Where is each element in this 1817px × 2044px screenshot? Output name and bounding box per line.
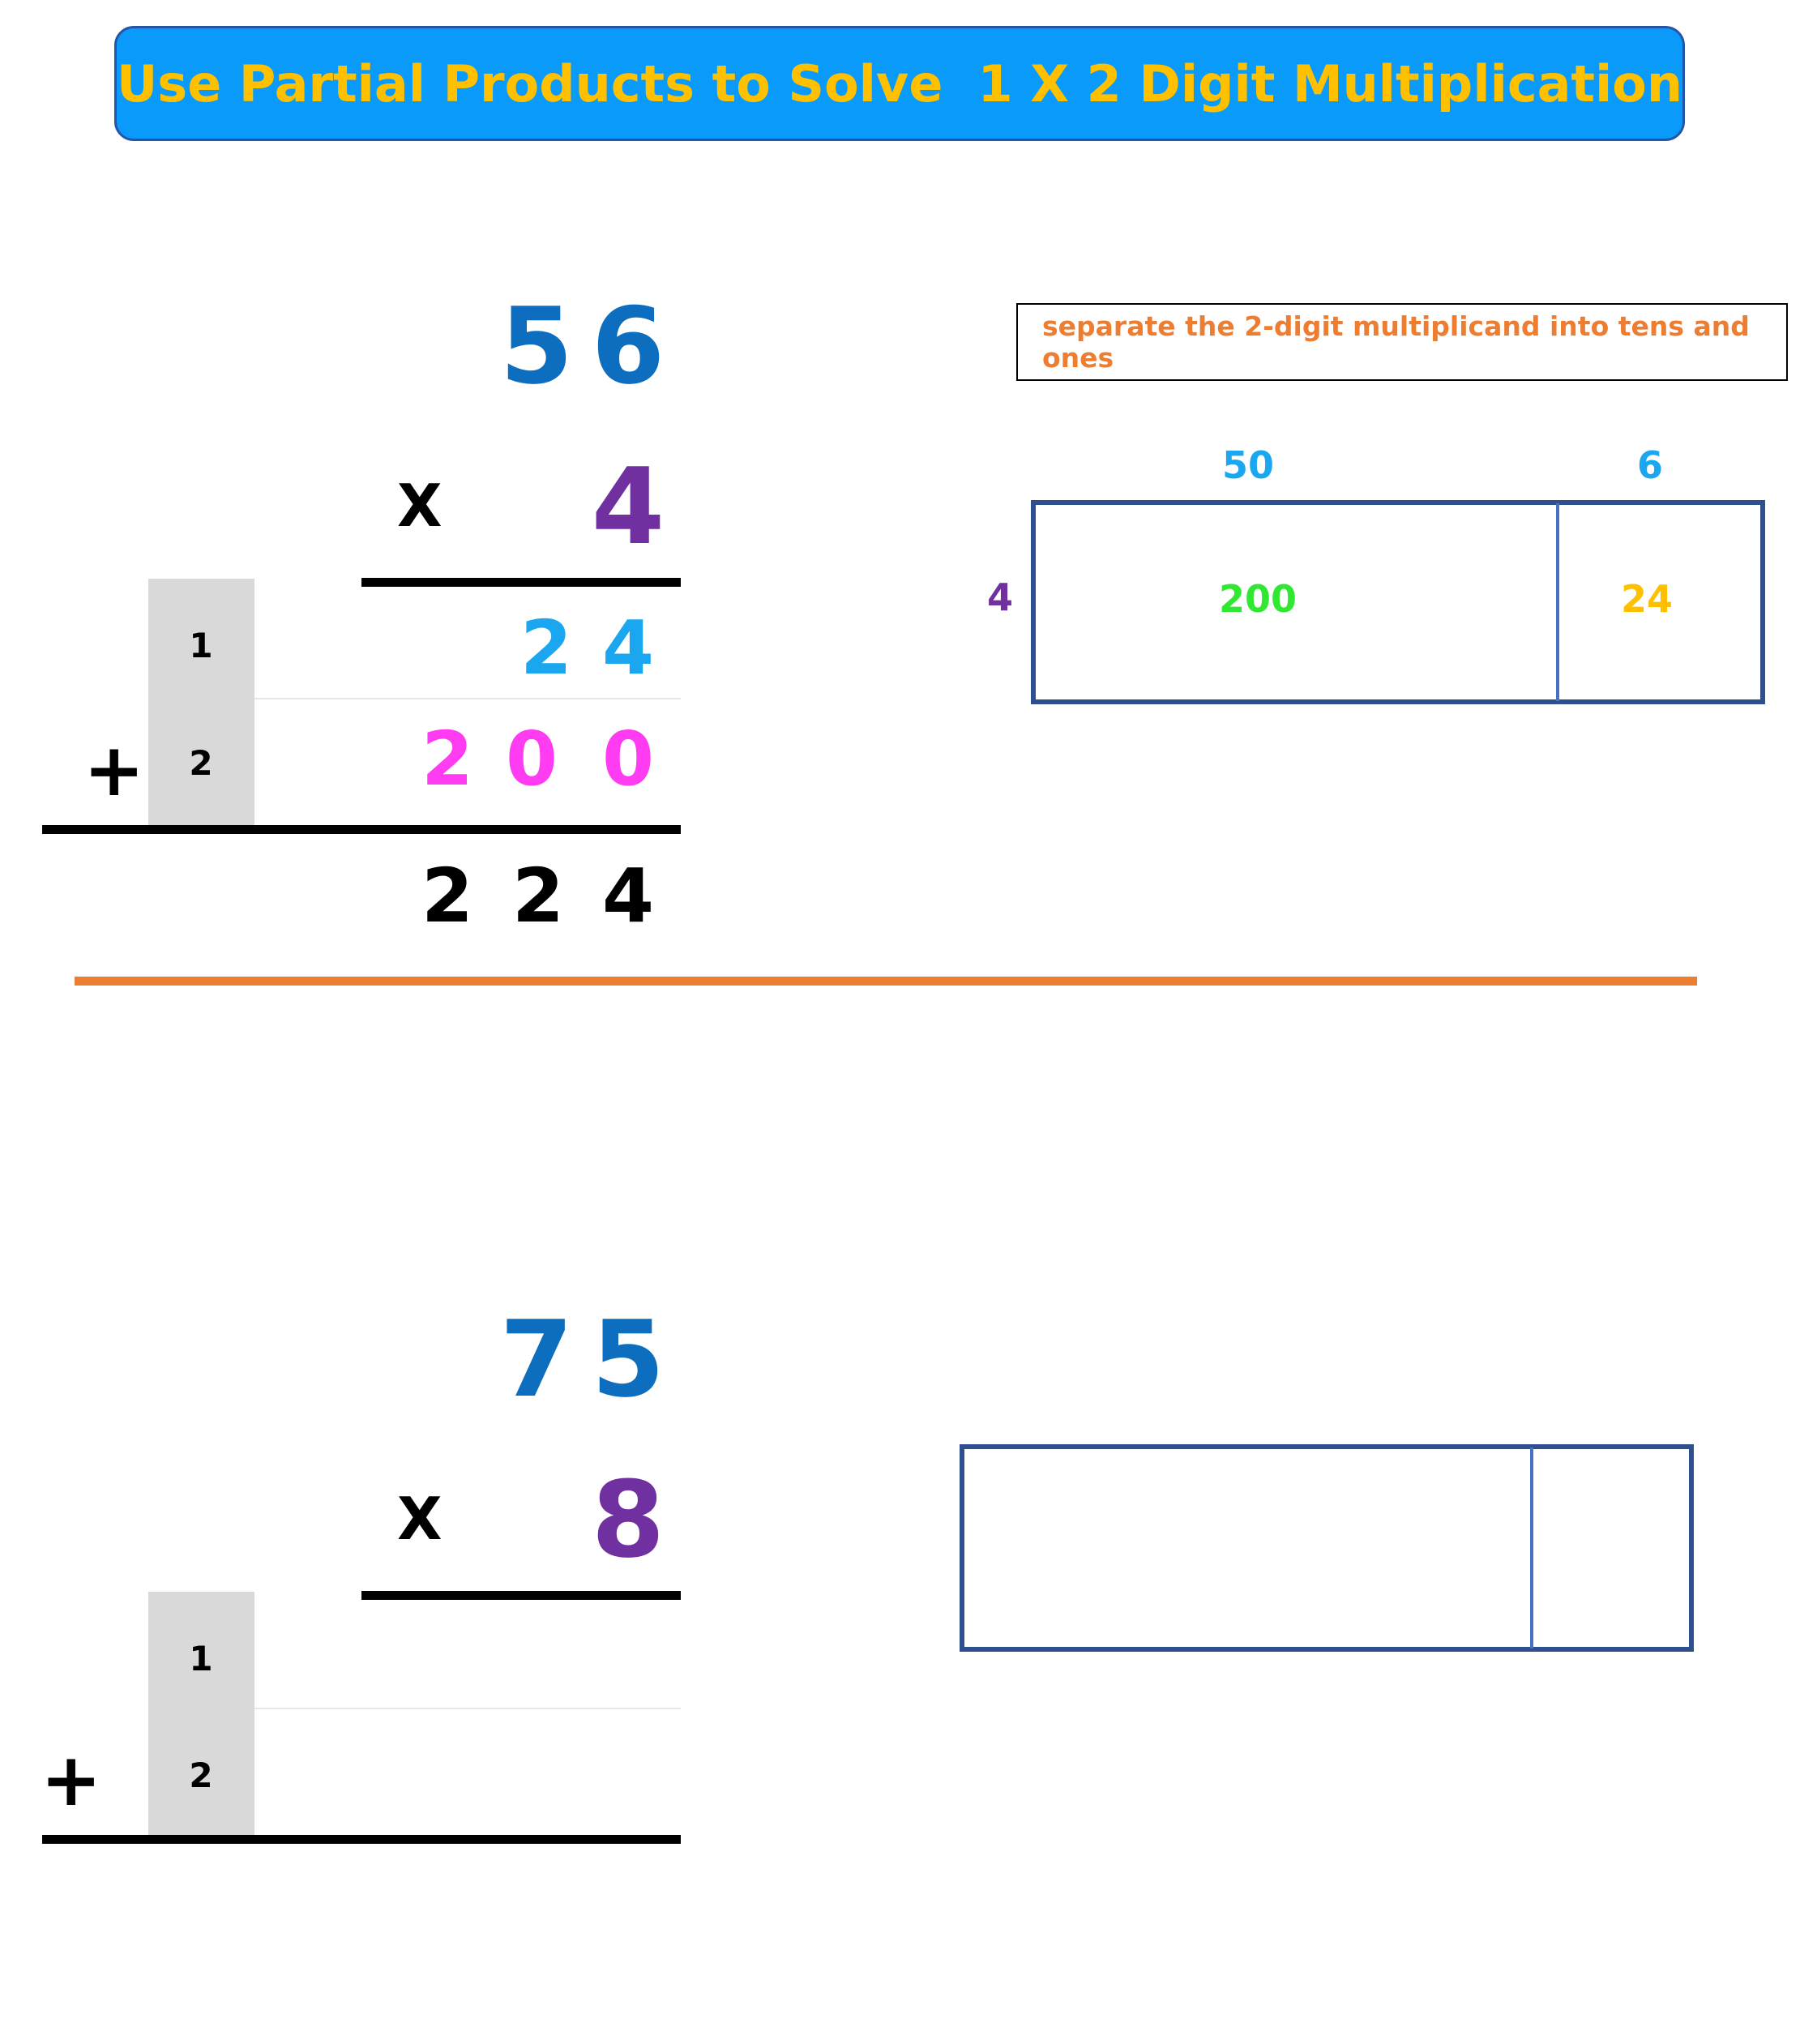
area-multiplier-label: 4 bbox=[987, 575, 1014, 619]
carry-label-1: 1 bbox=[189, 626, 213, 665]
area-tens-label: 50 bbox=[1222, 443, 1275, 487]
area-tens-product: 200 bbox=[1219, 577, 1298, 621]
times-sign: X bbox=[397, 1485, 442, 1553]
area-rectangle bbox=[960, 1444, 1694, 1652]
carry-label-1: 1 bbox=[189, 1639, 213, 1678]
carry-label-2: 2 bbox=[189, 743, 213, 783]
sum-rule bbox=[42, 825, 681, 834]
multiplicand-tens-digit: 7 bbox=[499, 1298, 574, 1421]
row-separator bbox=[254, 698, 681, 699]
multiplication-rule bbox=[361, 1591, 681, 1600]
multiplication-rule bbox=[361, 578, 681, 587]
carry-column bbox=[148, 1592, 254, 1838]
partial-product-2-hundreds: 2 bbox=[421, 716, 473, 802]
carry-label-2: 2 bbox=[189, 1755, 213, 1795]
sum-ones: 4 bbox=[601, 853, 654, 939]
area-ones-product: 24 bbox=[1621, 577, 1674, 621]
partial-product-1-tens: 2 bbox=[519, 605, 572, 691]
plus-sign: + bbox=[83, 728, 145, 813]
multiplicand-tens-digit: 5 bbox=[499, 284, 574, 408]
plus-sign: + bbox=[41, 1738, 102, 1823]
area-ones-label: 6 bbox=[1637, 443, 1664, 487]
multiplicand-ones-digit: 6 bbox=[591, 284, 665, 408]
multiplicand-ones-digit: 5 bbox=[591, 1298, 665, 1421]
partial-product-2-tens: 0 bbox=[505, 716, 558, 802]
partial-product-2-ones: 0 bbox=[601, 716, 654, 802]
title-banner bbox=[114, 26, 1685, 141]
area-split-line bbox=[1530, 1447, 1533, 1648]
partial-product-1-ones: 4 bbox=[601, 605, 654, 691]
multiplier-digit: 8 bbox=[591, 1458, 665, 1581]
row-separator bbox=[254, 1708, 681, 1709]
section-divider bbox=[75, 977, 1697, 986]
multiplier-digit: 4 bbox=[591, 445, 665, 568]
area-split-line bbox=[1556, 503, 1559, 701]
sum-tens: 2 bbox=[511, 853, 564, 939]
sum-rule bbox=[42, 1835, 681, 1844]
times-sign: X bbox=[397, 472, 442, 540]
instruction-text: separate the 2-digit multiplicand into tens and ones bbox=[1042, 310, 1750, 374]
carry-column bbox=[148, 579, 254, 825]
page-title: Use Partial Products to Solve 1 X 2 Digit Multiplication bbox=[116, 53, 1683, 113]
sum-hundreds: 2 bbox=[421, 853, 473, 939]
instruction-box bbox=[1016, 303, 1788, 381]
